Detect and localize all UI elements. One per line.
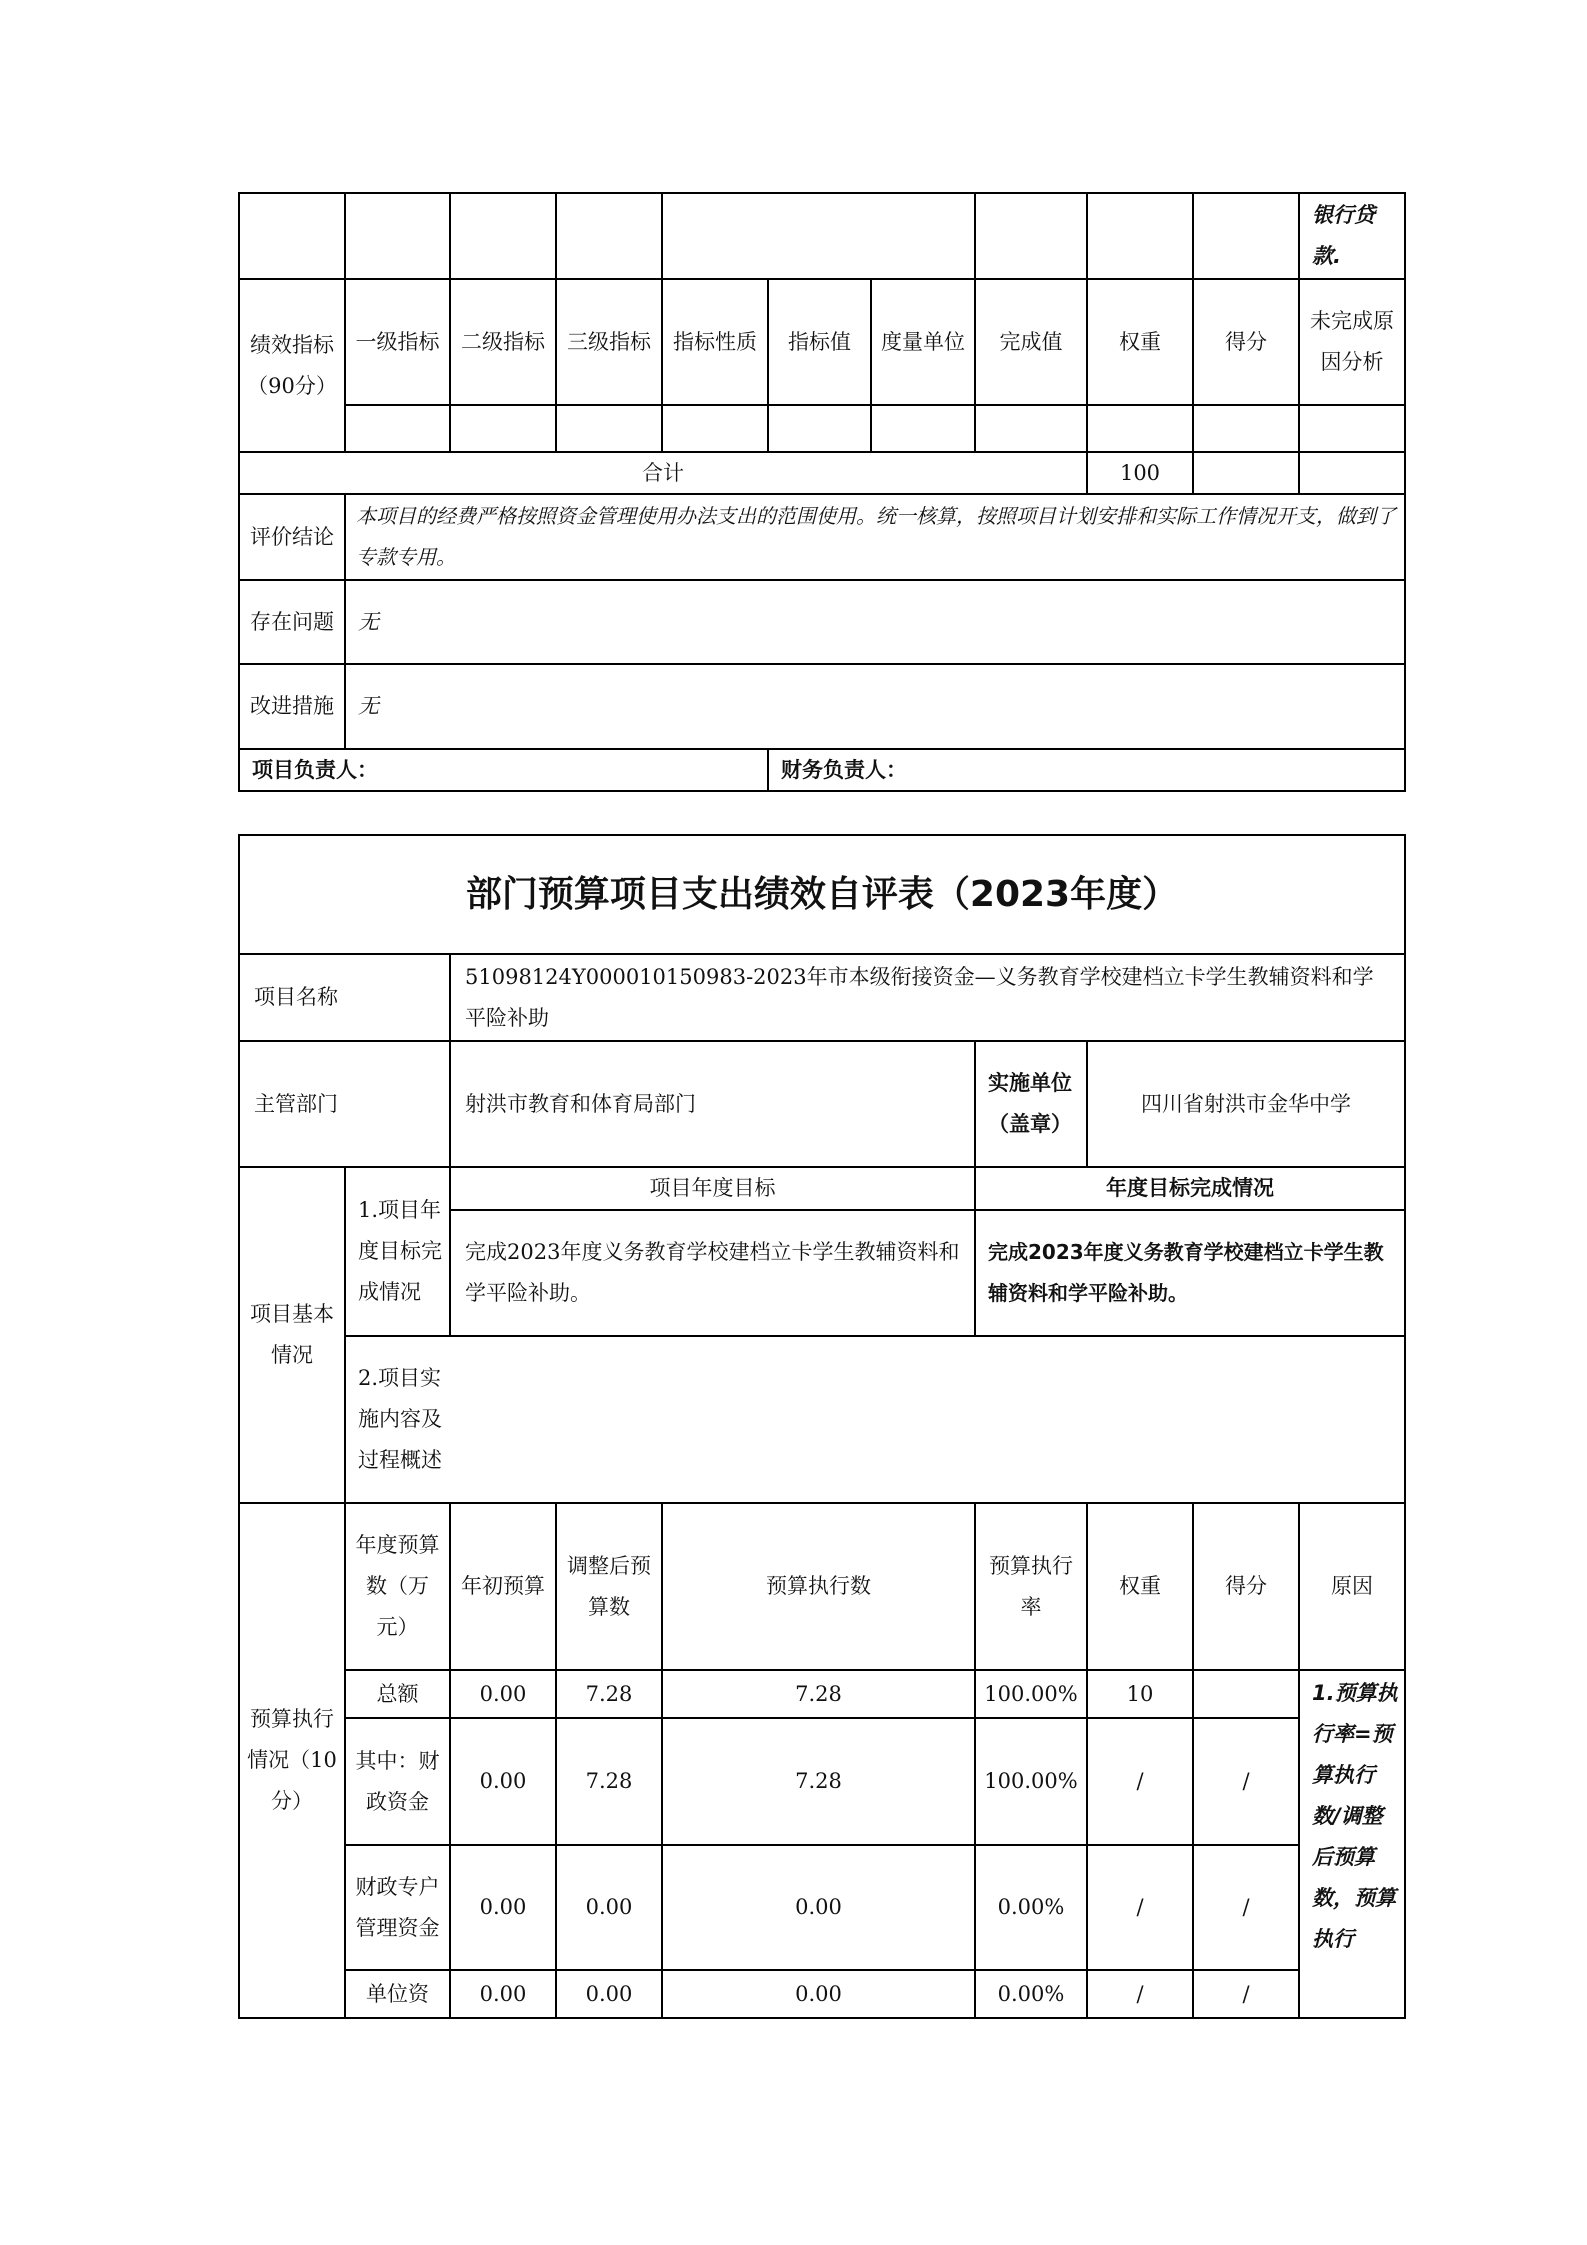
header-initial-budget: 年初预算 (461, 1574, 545, 1598)
header-level1: 一级指标 (355, 329, 440, 354)
header-actual: 完成值 (999, 329, 1063, 354)
row-weight: / (1136, 1895, 1144, 1919)
section-label-indicators: 绩效指标（90分） (247, 332, 337, 398)
header-reason: 原因 (1331, 1574, 1373, 1598)
header-value: 指标值 (788, 329, 851, 354)
header-unit: 度量单位 (881, 329, 965, 354)
reason-cell-continued: 银行贷款. (1312, 203, 1375, 268)
row-name: 总额 (376, 1681, 419, 1706)
goal-header: 项目年度目标 (649, 1176, 776, 1200)
goal-label: 1.项目年度目标完成情况 (358, 1198, 442, 1304)
project-name-label: 项目名称 (254, 985, 338, 1009)
conclusion-label: 评价结论 (250, 524, 334, 549)
conclusion-text: 本项目的经费严格按照资金管理使用办法支出的范围使用。统一核算，按照项目计划安排和实际工作情况开支，做到了专款专用。 (356, 504, 1396, 569)
table-border (238, 2017, 1406, 2019)
header-score: 得分 (1225, 329, 1267, 354)
row-initial: 0.00 (479, 1981, 527, 2006)
row-name: 单位资 (366, 1981, 429, 2006)
row-executed: 7.28 (795, 1681, 842, 1706)
row-initial: 0.00 (479, 1769, 527, 1793)
header-level2: 二级指标 (461, 329, 545, 354)
project-lead-signature: 项目负责人： (252, 757, 378, 782)
process-label: 2.项目实施内容及过程概述 (358, 1366, 442, 1472)
row-weight: 10 (1126, 1681, 1154, 1706)
dept-label: 主管部门 (254, 1091, 338, 1116)
row-name: 财政专户管理资金 (355, 1874, 440, 1940)
process-text (451, 1337, 1404, 1502)
completion-header: 年度目标完成情况 (1106, 1176, 1274, 1200)
table-border (238, 192, 1406, 194)
problems-text: 无 (358, 609, 379, 634)
row-weight: / (1136, 1981, 1144, 2006)
project-name-value: 51098124Y000010150983-2023年市本级衔接资金—义务教育学校建档立卡学生教辅资料和学平险补助 (465, 964, 1374, 1030)
row-name: 其中：财政资金 (355, 1748, 440, 1814)
row-score: / (1242, 1769, 1250, 1793)
budget-reason-text: 1.预算执行率=预算执行数/调整后预算数，预算执行 (1312, 1681, 1398, 1951)
budget-section-label: 预算执行情况（10分） (247, 1707, 337, 1813)
header-reason: 未完成原因分析 (1310, 309, 1394, 374)
row-adjusted: 0.00 (585, 1895, 633, 1919)
row-rate: 0.00% (997, 1895, 1065, 1919)
total-label: 合计 (642, 460, 684, 485)
row-adjusted: 7.28 (585, 1681, 633, 1706)
header-weight: 权重 (1119, 1574, 1161, 1598)
total-weight: 100 (1119, 460, 1161, 485)
improvements-text: 无 (358, 694, 379, 718)
row-executed: 7.28 (795, 1769, 842, 1793)
row-score (1194, 1671, 1298, 1717)
header-annual-budget: 年度预算数（万元） (355, 1533, 440, 1639)
impl-unit-label: 实施单位（盖章） (988, 1071, 1072, 1136)
header-weight: 权重 (1119, 329, 1161, 354)
improvements-label: 改进措施 (250, 694, 334, 718)
row-score: / (1242, 1895, 1250, 1919)
dept-value: 射洪市教育和体育局部门 (465, 1091, 696, 1116)
row-initial: 0.00 (479, 1895, 527, 1919)
form-title: 部门预算项目支出绩效自评表（2023年度） (465, 874, 1179, 915)
problems-label: 存在问题 (250, 609, 334, 634)
header-executed: 预算执行数 (766, 1574, 871, 1598)
finance-lead-signature: 财务负责人： (781, 757, 907, 782)
header-rate: 预算执行率 (989, 1553, 1073, 1619)
row-executed: 0.00 (795, 1895, 842, 1919)
header-score: 得分 (1225, 1574, 1267, 1598)
row-rate: 100.00% (984, 1769, 1078, 1793)
header-level3: 三级指标 (567, 329, 651, 354)
table-border (1404, 192, 1406, 792)
header-nature: 指标性质 (673, 329, 757, 354)
row-rate: 0.00% (997, 1981, 1065, 2006)
row-initial: 0.00 (479, 1681, 527, 1706)
table-rule (344, 404, 1406, 406)
table-border (1404, 834, 1406, 2019)
impl-unit-value: 四川省射洪市金华中学 (1141, 1091, 1351, 1116)
row-rate: 100.00% (984, 1681, 1078, 1706)
goal-text: 完成2023年度义务教育学校建档立卡学生教辅资料和学平险补助。 (465, 1240, 960, 1305)
row-adjusted: 7.28 (585, 1769, 633, 1793)
basic-info-label: 项目基本情况 (250, 1302, 334, 1367)
header-adjusted-budget: 调整后预算数 (567, 1553, 651, 1619)
row-adjusted: 0.00 (585, 1981, 633, 2006)
row-weight: / (1136, 1769, 1144, 1793)
completion-text: 完成2023年度义务教育学校建档立卡学生教辅资料和学平险补助。 (988, 1240, 1384, 1305)
row-executed: 0.00 (795, 1981, 842, 2006)
row-score: / (1242, 1981, 1250, 2006)
